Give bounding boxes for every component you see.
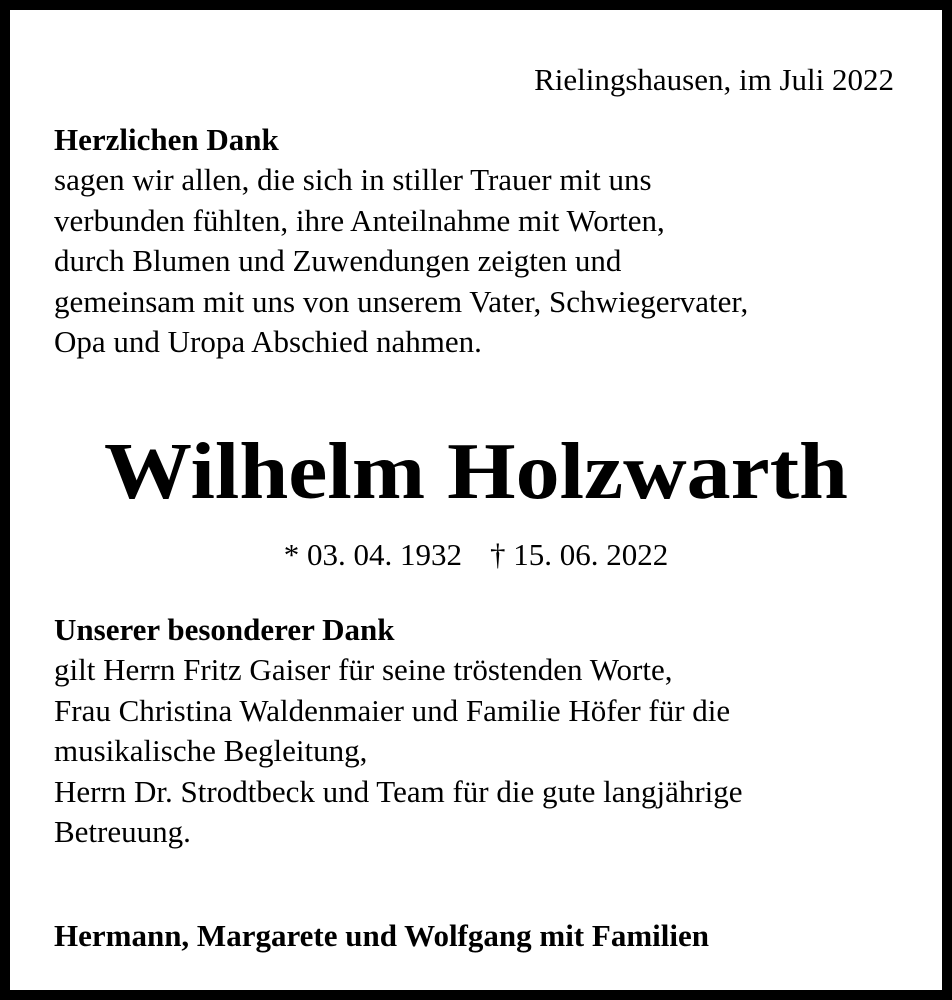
- special-thanks-line: gilt Herrn Fritz Gaiser für seine tröstenden Worte,: [54, 652, 673, 687]
- death-date: † 15. 06. 2022: [490, 537, 669, 572]
- thanks-line: verbunden fühlten, ihre Anteilnahme mit Worten,: [54, 202, 665, 238]
- special-thanks-section: [54, 610, 914, 853]
- special-thanks-heading: Unserer besonderer Dank: [54, 612, 395, 647]
- thanks-line: Opa und Uropa Abschied nahmen.: [54, 324, 482, 359]
- special-thanks-line: musikalische Begleitung,: [54, 733, 368, 768]
- thanks-section: [54, 120, 914, 363]
- thanks-heading: Herzlichen Dank: [54, 122, 279, 157]
- birth-date: * 03. 04. 1932: [283, 537, 462, 572]
- thanks-line: sagen wir allen, die sich in stiller Trauer mit uns: [54, 162, 652, 197]
- special-thanks-line: Herrn Dr. Strodtbeck und Team für die gute langjährige: [54, 773, 743, 809]
- deceased-name: Wilhelm Holzwarth: [104, 428, 848, 516]
- family-signature: Hermann, Margarete und Wolfgang mit Familien: [54, 918, 709, 953]
- special-thanks-line: Frau Christina Waldenmaier und Familie Höfer für die: [54, 692, 731, 728]
- thanks-line: durch Blumen und Zuwendungen zeigten und: [54, 243, 622, 278]
- special-thanks-line: Betreuung.: [54, 814, 191, 849]
- place-date: Rielingshausen, im Juli 2022: [534, 62, 894, 97]
- thanks-line: gemeinsam mit uns von unserem Vater, Schwiegervater,: [54, 283, 749, 319]
- life-dates: [10, 537, 942, 573]
